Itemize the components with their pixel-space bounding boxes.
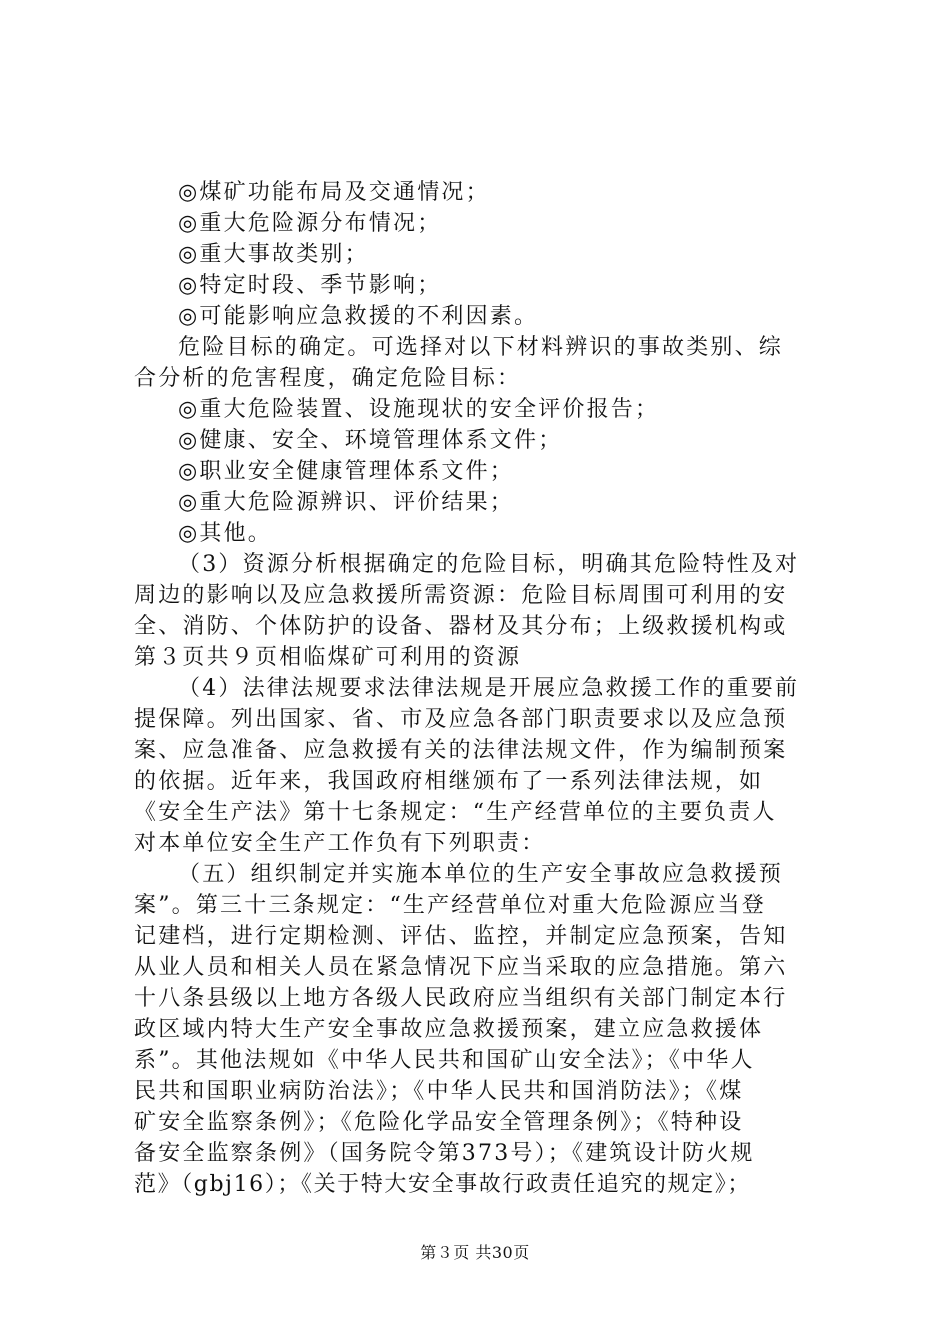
bullet-item: ◎重大危险源辨识、评价结果； (178, 490, 514, 515)
paragraph-line: 案”。第三十三条规定：“生产经营单位对重大危险源应当登 (134, 893, 766, 918)
paragraph-line: 合分析的危害程度，确定危险目标： (134, 366, 522, 391)
bullet-item: ◎特定时段、季节影响； (178, 273, 442, 298)
paragraph-line: 案、应急准备、应急救援有关的法律法规文件，作为编制预案 (134, 738, 788, 763)
paragraph-line: （4）法律法规要求法律法规是开展应急救援工作的重要前 (178, 676, 800, 701)
paragraph-line: （五）组织制定并实施本单位的生产安全事故应急救援预 (178, 862, 784, 887)
paragraph-line: 备安全监察条例》（国务院令第373号）；《建筑设计防火规 (134, 1141, 755, 1166)
paragraph-line: 全、消防、个体防护的设备、器材及其分布；上级救援机构或 (134, 614, 788, 639)
bullet-item: ◎职业安全健康管理体系文件； (178, 459, 514, 484)
paragraph-line: 第３页共９页相临煤矿可利用的资源 (134, 645, 522, 670)
paragraph-line: 政区域内特大生产安全事故应急救援预案，建立应急救援体 (134, 1017, 764, 1042)
paragraph-line: 矿安全监察条例》；《危险化学品安全管理条例》；《特种设 (134, 1110, 744, 1135)
paragraph-line: 民共和国职业病防治法》；《中华人民共和国消防法》；《煤 (134, 1079, 744, 1104)
bullet-item: ◎其他。 (178, 521, 272, 546)
bullet-item: ◎可能影响应急救援的不利因素。 (178, 304, 539, 329)
bullet-item: ◎重大危险源分布情况； (178, 211, 442, 236)
paragraph-line: 范》（gbj16）；《关于特大安全事故行政责任追究的规定》； (134, 1172, 751, 1197)
paragraph-line: 从业人员和相关人员在紧急情况下应当采取的应急措施。第六 (134, 955, 788, 980)
paragraph-line: 提保障。列出国家、省、市及应急各部门职责要求以及应急预 (134, 707, 788, 732)
paragraph-line: 《安全生产法》第十七条规定：“生产经营单位的主要负责人 (134, 800, 777, 825)
paragraph-line: 周边的影响以及应急救援所需资源：危险目标周围可利用的安 (134, 583, 788, 608)
paragraph-line: （3）资源分析根据确定的危险目标，明确其危险特性及对 (178, 552, 800, 577)
paragraph-line: 记建档，进行定期检测、评估、监控，并制定应急预案，告知 (134, 924, 788, 949)
bullet-item: ◎煤矿功能布局及交通情况； (178, 180, 490, 205)
paragraph-line: 对本单位安全生产工作负有下列职责： (134, 831, 546, 856)
paragraph-line: 十八条县级以上地方各级人民政府应当组织有关部门制定本行 (134, 986, 788, 1011)
paragraph-line: 危险目标的确定。可选择对以下材料辨识的事故类别、综 (178, 335, 784, 360)
bullet-item: ◎健康、安全、环境管理体系文件； (178, 428, 563, 453)
page-footer: 第３页 共30页 (420, 1243, 530, 1262)
paragraph-line: 的依据。近年来，我国政府相继颁布了一系列法律法规，如 (134, 769, 764, 794)
bullet-item: ◎重大事故类别； (178, 242, 369, 267)
bullet-item: ◎重大危险装置、设施现状的安全评价报告； (178, 397, 660, 422)
paragraph-line: 系”。其他法规如《中华人民共和国矿山安全法》；《中华人 (134, 1048, 755, 1073)
